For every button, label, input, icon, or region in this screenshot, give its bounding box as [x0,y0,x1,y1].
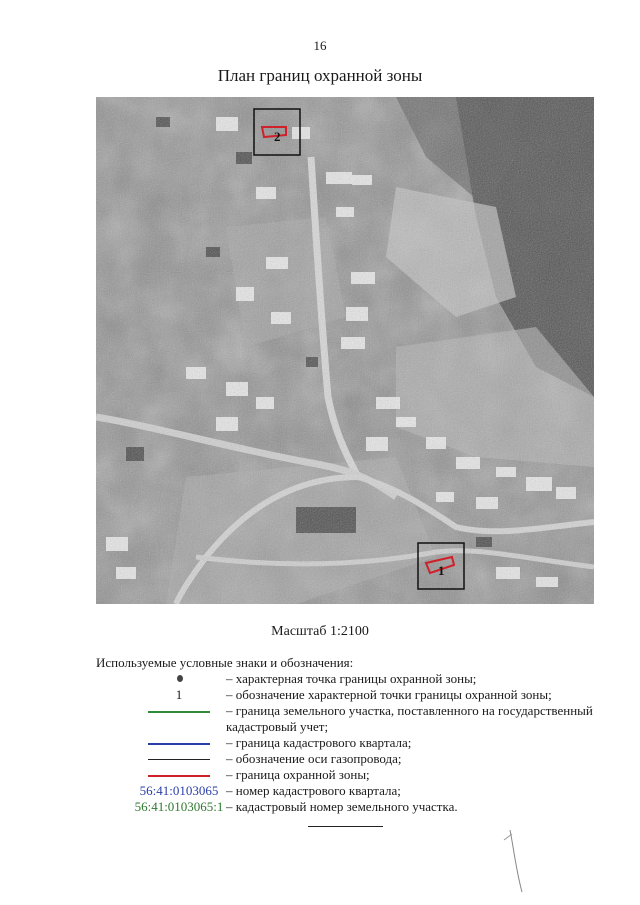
legend-text: – граница охранной зоны; [226,767,596,783]
legend-text: – номер кадастрового квартала; [226,783,596,799]
legend-symbol-text: 56:41:0103065 [139,783,219,798]
aerial-photo [96,97,594,604]
legend-text: – обозначение характерной точки границы охранной зоны; [226,687,596,703]
legend-heading: Используемые условные знаки и обозначения: [96,655,354,670]
legend-text: – характерная точка границы охранной зоны; [226,671,596,687]
legend-text: – кадастровый номер земельного участка. [226,799,596,815]
red-line-icon [148,775,210,777]
legend-row-protection-zone [96,767,596,783]
legend-row-cadastral-number [96,799,596,815]
map-scale: Масштаб 1:2100 [271,624,369,639]
legend-text: – граница земельного участка, поставленного на государственный кадастровый учет; [226,703,596,735]
legend-row-parcel-boundary [96,703,596,735]
page-number: 16 [313,38,327,53]
pen-mark [500,820,540,900]
legend-row-point-label [96,687,596,703]
legend-row-quarter-number [96,783,596,799]
marker-1-label: 1 [438,563,445,578]
legend-text: – граница кадастрового квартала; [226,735,596,751]
legend-row-quarter-boundary [96,735,596,751]
green-line-icon [148,711,210,713]
plan-title: План границ охранной зоны [217,66,423,85]
black-line-icon [148,759,210,760]
marker-2-label: 2 [274,129,281,144]
legend-symbol-text: 1 [175,687,183,702]
legend [96,671,596,815]
legend-row-point [96,671,596,687]
divider-line [308,826,383,827]
legend-text: – обозначение оси газопровода; [226,751,596,767]
legend-row-pipeline-axis [96,751,596,767]
point-dot-icon [177,675,183,682]
legend-symbol-text: 56:41:0103065:1 [134,799,224,814]
blue-line-icon [148,743,210,745]
aerial-map [96,97,594,604]
